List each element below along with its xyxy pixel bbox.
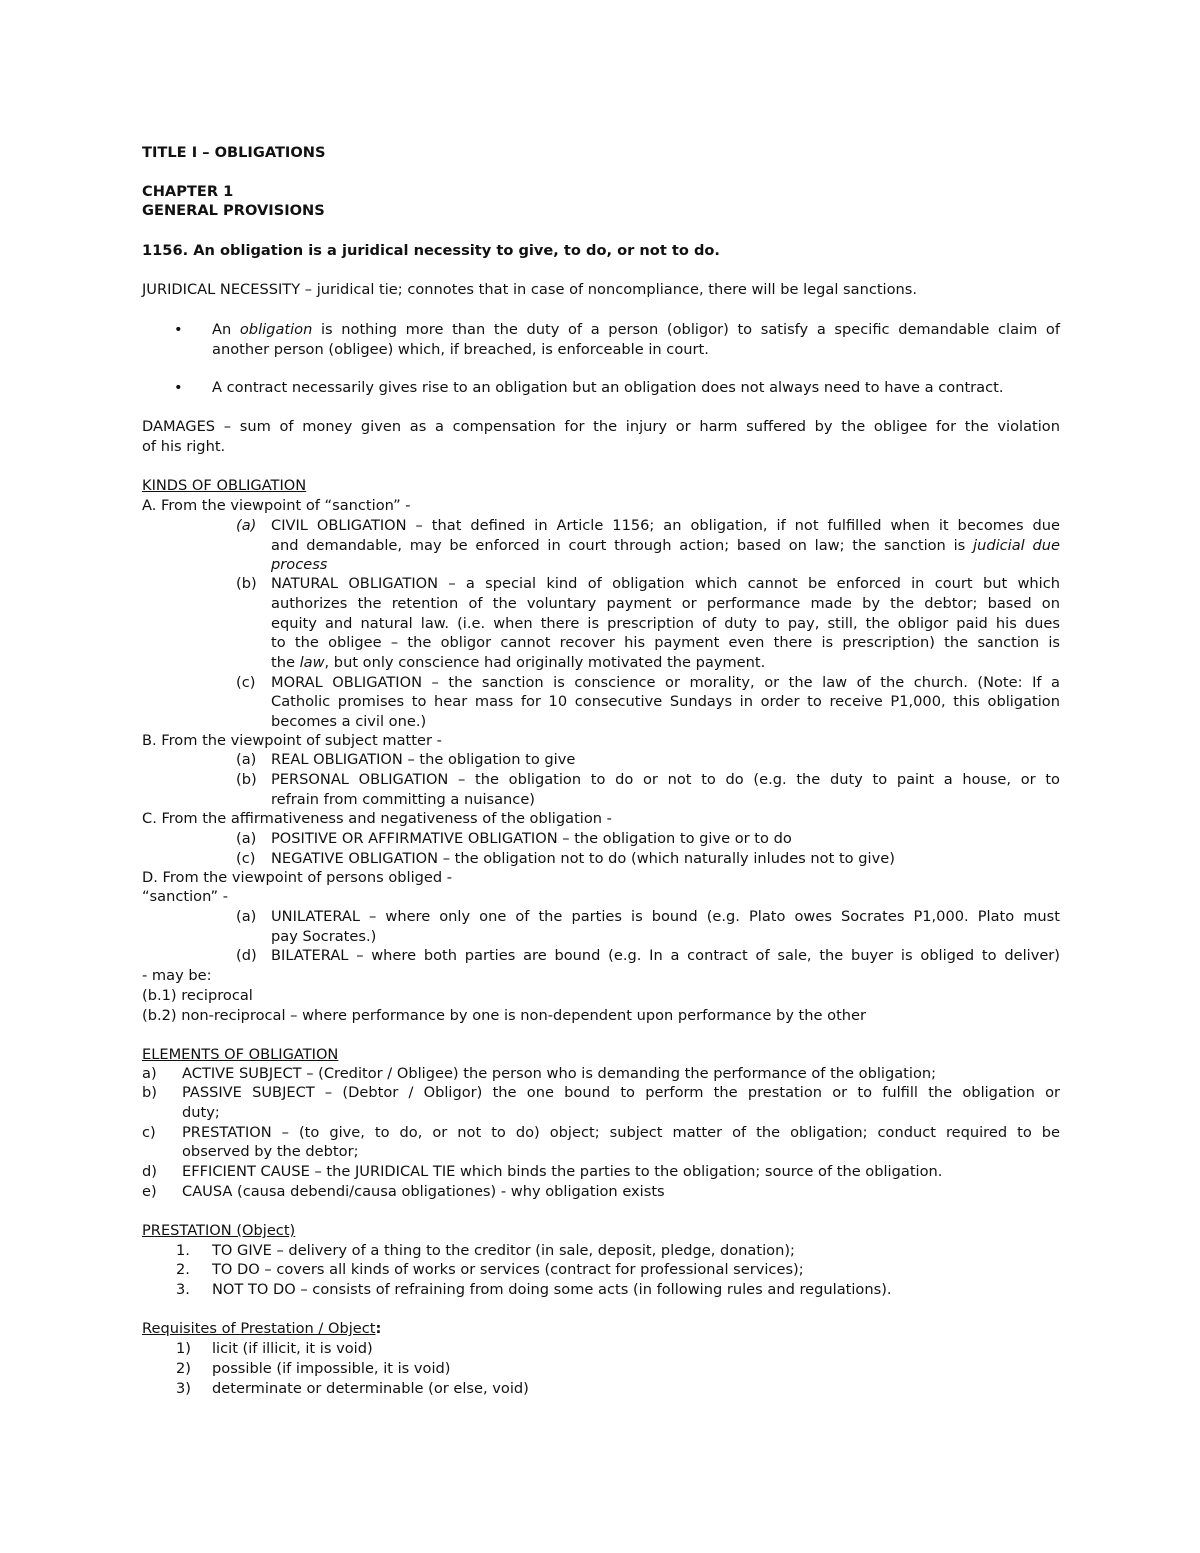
kinds-heading: KINDS OF OBLIGATION: [142, 477, 307, 494]
natural-obligation-line1: NATURAL OBLIGATION – a special kind of obligation which cannot be enforced in court but which: [271, 575, 1060, 592]
natural-obligation-line4: to the obligee – the obligor cannot recover his payment even there is prescription) the sanction is: [271, 634, 1060, 651]
prestation-heading: PRESTATION (Object): [142, 1222, 296, 1239]
list-label: (b): [236, 575, 257, 592]
list-label: (b): [236, 771, 257, 788]
elements-heading: ELEMENTS OF OBLIGATION: [142, 1046, 339, 1063]
list-label: (a): [236, 908, 257, 925]
list-label: (d): [236, 947, 257, 964]
element-passive-subject-line2: duty;: [182, 1104, 220, 1121]
kinds-d-sanction: “sanction” -: [142, 888, 229, 905]
natural-obligation-line3: equity and natural law. (i.e. when there is prescription of duty to pay, still, the obligor paid his dues: [271, 615, 1060, 632]
bullet-contract: A contract necessarily gives rise to an obligation but an obligation does not always need to have a contract.: [212, 379, 1004, 396]
personal-obligation-line2: refrain from committing a nuisance): [271, 791, 535, 808]
chapter-heading: CHAPTER 1: [142, 183, 234, 200]
personal-obligation-line1: PERSONAL OBLIGATION – the obligation to do or not to do (e.g. the duty to paint a house, or to: [271, 771, 1060, 788]
prestation-to-do: TO DO – covers all kinds of works or services (contract for professional services);: [212, 1261, 804, 1278]
bullet-marker: •: [174, 379, 183, 396]
list-label: 2.: [176, 1261, 190, 1278]
negative-obligation: NEGATIVE OBLIGATION – the obligation not to do (which naturally inludes not to give): [271, 850, 895, 867]
list-label: (c): [236, 850, 256, 867]
civil-obligation-line3: process: [271, 556, 328, 573]
list-label: d): [142, 1163, 157, 1180]
element-active-subject: ACTIVE SUBJECT – (Creditor / Obligee) the person who is demanding the performance of the obligation;: [182, 1065, 937, 1082]
list-label: (c): [236, 674, 256, 691]
natural-obligation-line2: authorizes the retention of the voluntary payment or performance made by the debtor; based on: [271, 595, 1060, 612]
bullet-marker: •: [174, 321, 183, 338]
reciprocal: (b.1) reciprocal: [142, 987, 253, 1004]
element-passive-subject-line1: PASSIVE SUBJECT – (Debtor / Obligor) the one bound to perform the prestation or to fulfill the obligation or: [182, 1084, 1060, 1101]
civil-obligation-line1: CIVIL OBLIGATION – that defined in Article 1156; an obligation, if not fulfilled when it becomes due: [271, 517, 1060, 534]
list-label: c): [142, 1124, 156, 1141]
moral-obligation-line3: becomes a civil one.): [271, 713, 427, 730]
unilateral-line2: pay Socrates.): [271, 928, 377, 945]
may-be: - may be:: [142, 967, 212, 984]
unilateral-line1: UNILATERAL – where only one of the parties is bound (e.g. Plato owes Socrates P1,000. Plato must: [271, 908, 1060, 925]
kinds-c-heading: C. From the affirmativeness and negativeness of the obligation -: [142, 810, 612, 827]
element-prestation-line2: observed by the debtor;: [182, 1143, 359, 1160]
requisites-heading: Requisites of Prestation / Object:: [142, 1320, 382, 1337]
list-label: b): [142, 1084, 157, 1101]
title-heading: TITLE I – OBLIGATIONS: [142, 144, 326, 161]
list-label: (a): [236, 830, 257, 847]
prestation-to-give: TO GIVE – delivery of a thing to the creditor (in sale, deposit, pledge, donation);: [212, 1242, 795, 1259]
list-label: (a): [236, 517, 257, 534]
requisite-possible: possible (if impossible, it is void): [212, 1360, 451, 1377]
kinds-a-heading: A. From the viewpoint of “sanction” -: [142, 497, 411, 514]
prestation-not-to-do: NOT TO DO – consists of refraining from doing some acts (in following rules and regulations).: [212, 1281, 892, 1298]
list-label: e): [142, 1183, 157, 1200]
element-causa: CAUSA (causa debendi/causa obligationes) - why obligation exists: [182, 1183, 665, 1200]
real-obligation: REAL OBLIGATION – the obligation to give: [271, 751, 576, 768]
element-prestation-line1: PRESTATION – (to give, to do, or not to do) object; subject matter of the obligation; conduct required to be: [182, 1124, 1060, 1141]
bilateral: BILATERAL – where both parties are bound (e.g. In a contract of sale, the buyer is obliged to deliver): [271, 947, 1060, 964]
list-label: a): [142, 1065, 157, 1082]
kinds-b-heading: B. From the viewpoint of subject matter -: [142, 732, 442, 749]
requisite-determinate: determinate or determinable (or else, void): [212, 1380, 529, 1397]
bullet-obligation-line1: An obligation is nothing more than the duty of a person (obligor) to satisfy a specific demandable claim of: [212, 321, 1060, 338]
damages-line2: of his right.: [142, 438, 226, 455]
chapter-title: GENERAL PROVISIONS: [142, 202, 325, 219]
article-1156: 1156. An obligation is a juridical necessity to give, to do, or not to do.: [142, 242, 720, 259]
moral-obligation-line2: Catholic promises to hear mass for 10 consecutive Sundays in order to receive P1,000, this obligation: [271, 693, 1060, 710]
non-reciprocal: (b.2) non-reciprocal – where performance by one is non-dependent upon performance by the other: [142, 1007, 867, 1024]
list-label: 3): [176, 1380, 191, 1397]
list-label: 3.: [176, 1281, 190, 1298]
list-label: 1.: [176, 1242, 190, 1259]
list-label: (a): [236, 751, 257, 768]
civil-obligation-line2: and demandable, may be enforced in court through action; based on law; the sanction is judicial due: [271, 537, 1060, 554]
list-label: 1): [176, 1340, 191, 1357]
natural-obligation-line5: the law, but only conscience had originally motivated the payment.: [271, 654, 766, 671]
moral-obligation-line1: MORAL OBLIGATION – the sanction is conscience or morality, or the law of the church. (Note: If a: [271, 674, 1060, 691]
kinds-d-heading: D. From the viewpoint of persons obliged -: [142, 869, 453, 886]
juridical-necessity-definition: JURIDICAL NECESSITY – juridical tie; connotes that in case of noncompliance, there will be legal sanctions.: [142, 281, 918, 298]
damages-line1: DAMAGES – sum of money given as a compensation for the injury or harm suffered by the obligee for the violation: [142, 418, 1060, 435]
positive-obligation: POSITIVE OR AFFIRMATIVE OBLIGATION – the obligation to give or to do: [271, 830, 792, 847]
bullet-obligation-line2: another person (obligee) which, if breached, is enforceable in court.: [212, 341, 709, 358]
element-efficient-cause: EFFICIENT CAUSE – the JURIDICAL TIE which binds the parties to the obligation; source of the obligation.: [182, 1163, 943, 1180]
requisite-licit: licit (if illicit, it is void): [212, 1340, 373, 1357]
list-label: 2): [176, 1360, 191, 1377]
